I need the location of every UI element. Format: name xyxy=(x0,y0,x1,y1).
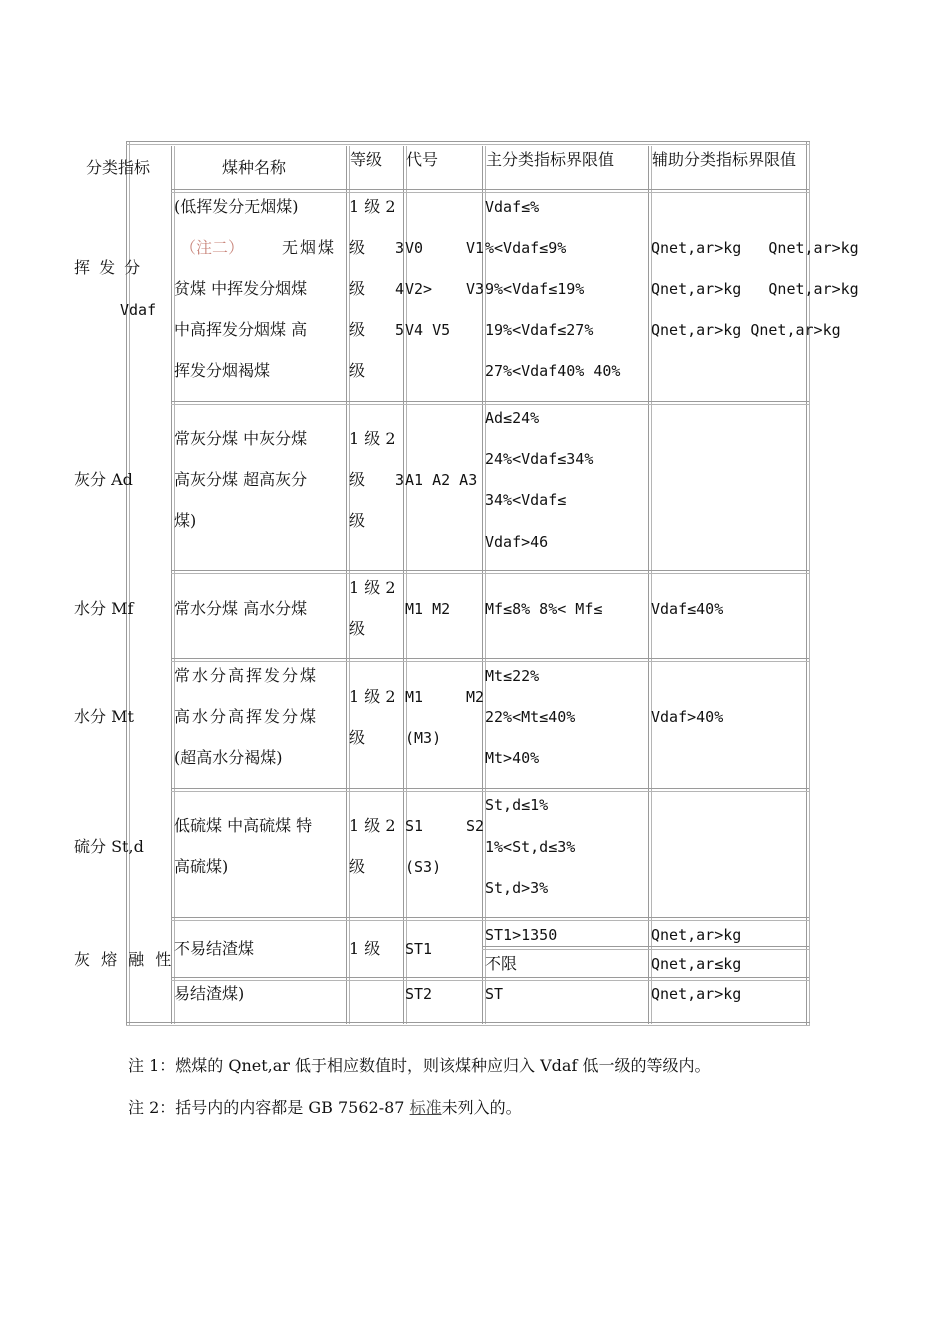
mt-code: M2 xyxy=(466,688,485,706)
note-2 xyxy=(128,1097,522,1119)
ash-main-limit: 不限 xyxy=(485,954,518,973)
ad-grade: 级 xyxy=(349,511,366,530)
ad-main-limit: Ad≤24% xyxy=(485,409,540,427)
std-code: S2 xyxy=(466,817,485,835)
ash-aux-limit: Qnet,ar>kg xyxy=(651,985,742,1003)
vdaf-grade: 级 xyxy=(349,279,366,298)
vdaf-grade: 4 xyxy=(395,280,405,298)
mt-main-limit: Mt≤22% xyxy=(485,667,540,685)
std-code: (S3) xyxy=(405,858,442,876)
vdaf-name-note: （注二） xyxy=(180,238,245,257)
header-code: 代号 xyxy=(406,150,439,169)
vdaf-grade: 1 级 2 xyxy=(349,197,396,216)
std-name-line: 高硫煤) xyxy=(174,857,229,876)
vdaf-aux-limit: Qnet,ar>kg Qnet,ar>kg xyxy=(651,280,859,298)
vdaf-grade: 级 xyxy=(349,238,366,257)
mt-aux-limit: Vdaf>40% xyxy=(651,708,724,726)
std-code: S1 xyxy=(405,817,424,835)
mf-grade: 级 xyxy=(349,619,366,638)
header-aux-limit: 辅助分类指标界限值 xyxy=(652,150,797,169)
ad-code: A1 A2 A3 xyxy=(405,471,478,489)
note-1: 注 1：燃煤的 Qnet,ar 低于相应数值时，则该煤种应归入 Vdaf 低一级的等级内。 xyxy=(128,1056,711,1075)
mf-label: 水分 Mf xyxy=(74,599,134,618)
ad-main-limit: 24%<Vdaf≤34% xyxy=(485,450,594,468)
std-main-limit: 1%<St,d≤3% xyxy=(485,838,576,856)
ad-name-line: 高灰分煤 超高灰分 xyxy=(174,470,308,489)
standard-link[interactable]: 标准 xyxy=(409,1098,442,1117)
ad-main-limit: Vdaf>46 xyxy=(485,533,549,551)
vdaf-name-line: (低挥发分无烟煤) xyxy=(174,197,299,216)
ad-main-limit: 34%<Vdaf≤ xyxy=(485,491,567,509)
vdaf-name-line: 无烟煤 xyxy=(282,238,337,257)
mt-code: (M3) xyxy=(405,729,442,747)
std-main-limit: St,d≤1% xyxy=(485,796,549,814)
ad-name-line: 常灰分煤 中灰分煤 xyxy=(174,429,308,448)
std-grade: 1 级 2 xyxy=(349,816,396,835)
vdaf-grade: 5 xyxy=(395,321,405,339)
ash-aux-limit: Qnet,ar>kg xyxy=(651,926,742,944)
mt-name-line: (超高水分褐煤) xyxy=(174,748,283,767)
ash-name-1: 不易结渣煤 xyxy=(174,939,255,958)
mf-aux-limit: Vdaf≤40% xyxy=(651,600,724,618)
vdaf-label-symbol: Vdaf xyxy=(120,301,157,319)
note-2-text-end: 未列入的。 xyxy=(441,1098,522,1117)
ash-main-limit: ST xyxy=(485,985,504,1003)
vdaf-aux-limit: Qnet,ar>kg Qnet,ar>kg xyxy=(651,239,859,257)
vdaf-code: V4 V5 xyxy=(405,321,451,339)
header-grade: 等级 xyxy=(350,150,383,169)
vdaf-main-limit: %<Vdaf≤9% xyxy=(485,239,567,257)
note-2-text: 注 2：括号内的内容都是 GB 7562-87 xyxy=(128,1098,410,1117)
vdaf-code: V0 xyxy=(405,239,424,257)
vdaf-aux-limit: Qnet,ar>kg Qnet,ar>kg xyxy=(651,321,841,339)
mt-name-line: 高水分高挥发分煤 xyxy=(174,707,319,726)
vdaf-main-limit: 27%<Vdaf40% 40% xyxy=(485,362,621,380)
header-main-limit: 主分类指标界限值 xyxy=(486,150,615,169)
vdaf-label: 挥 发 分 xyxy=(74,258,143,277)
mt-grade: 1 级 2 xyxy=(349,687,396,706)
vdaf-grade: 级 xyxy=(349,320,366,339)
ad-grade: 级 xyxy=(349,470,366,489)
ash-grade: 1 级 xyxy=(349,939,381,958)
header-coal-name: 煤种名称 xyxy=(222,158,287,177)
vdaf-code: V2> xyxy=(405,280,433,298)
ad-grade: 1 级 2 xyxy=(349,429,396,448)
vdaf-name-line: 中高挥发分烟煤 高 xyxy=(174,320,308,339)
ash-code-2: ST2 xyxy=(405,985,433,1003)
mt-grade: 级 xyxy=(349,728,366,747)
std-main-limit: St,d>3% xyxy=(485,879,549,897)
ash-main-limit: ST1>1350 xyxy=(485,926,558,944)
ad-grade: 3 xyxy=(395,471,405,489)
mf-grade: 1 级 2 xyxy=(349,578,396,597)
vdaf-main-limit: 19%<Vdaf≤27% xyxy=(485,321,594,339)
std-label: 硫分 St,d xyxy=(74,837,144,856)
vdaf-main-limit: 9%<Vdaf≤19% xyxy=(485,280,585,298)
mt-label: 水分 Mt xyxy=(74,707,134,726)
mf-code: M1 M2 xyxy=(405,600,451,618)
header-category: 分类指标 xyxy=(86,158,151,177)
mt-main-limit: 22%<Mt≤40% xyxy=(485,708,576,726)
vdaf-code: V3 xyxy=(466,280,485,298)
std-grade: 级 xyxy=(349,857,366,876)
mt-code: M1 xyxy=(405,688,424,706)
mf-name: 常水分煤 高水分煤 xyxy=(174,599,308,618)
vdaf-grade: 3 xyxy=(395,239,405,257)
std-name-line: 低硫煤 中高硫煤 特 xyxy=(174,816,313,835)
vdaf-code: V1 xyxy=(466,239,485,257)
mf-main-limit: Mf≤8% 8%< Mf≤ xyxy=(485,600,603,618)
vdaf-main-limit: Vdaf≤% xyxy=(485,198,540,216)
ash-label: 灰 熔 融 性 xyxy=(74,950,175,969)
ash-code-1: ST1 xyxy=(405,940,433,958)
mt-name-line: 常水分高挥发分煤 xyxy=(174,666,319,685)
ash-aux-limit: Qnet,ar≤kg xyxy=(651,955,742,973)
vdaf-grade: 级 xyxy=(349,361,366,380)
vdaf-name-line: 挥发分烟褐煤 xyxy=(174,361,271,380)
ad-label: 灰分 Ad xyxy=(74,470,133,489)
ad-name-line: 煤) xyxy=(174,511,197,530)
mt-main-limit: Mt>40% xyxy=(485,749,540,767)
ash-name-2: 易结渣煤) xyxy=(174,984,245,1003)
vdaf-name-line: 贫煤 中挥发分烟煤 xyxy=(174,279,308,298)
